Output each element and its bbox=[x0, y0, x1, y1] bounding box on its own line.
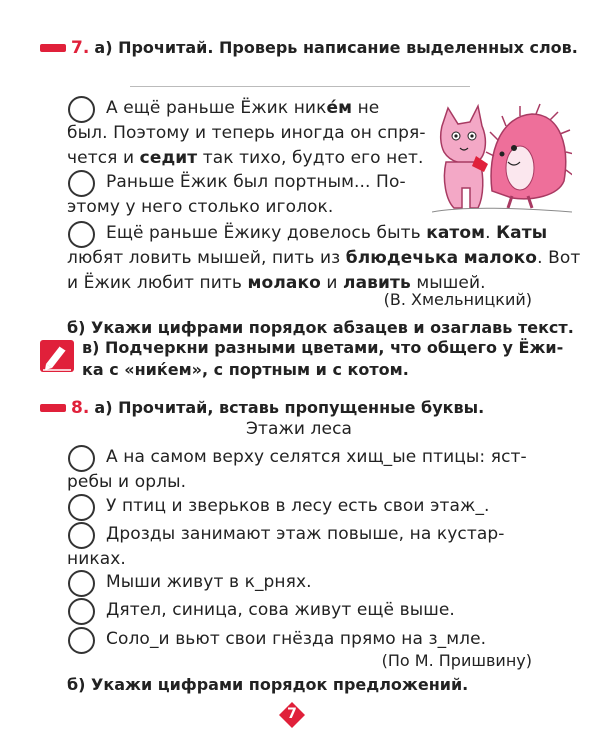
task-8-header bbox=[71, 398, 484, 418]
text-line: Дятел, синица, сова живут ещё выше. bbox=[106, 600, 455, 620]
hedgehog-icon bbox=[486, 104, 572, 208]
text-line: Ещё раньше Ёжику довелось быть катом. Каты bbox=[106, 223, 548, 243]
answer-circle[interactable] bbox=[68, 96, 95, 123]
page-number: 7 bbox=[287, 706, 297, 722]
text-line: был. Поэтому и теперь иногда он спря- bbox=[67, 123, 426, 143]
task-7-prompt-v: в) Подчеркни разными цветами, что общего у Ёжи- bbox=[82, 338, 564, 357]
text-line: А ещё раньше Ёжик нике́м не bbox=[106, 98, 380, 118]
task-7-prompt-b: б) Укажи цифрами порядок абзацев и озаглавь текст. bbox=[67, 318, 574, 337]
answer-circle[interactable] bbox=[68, 221, 95, 248]
text-line: А на самом верху селятся хищ_ые птицы: яст- bbox=[106, 447, 527, 467]
text-line: и Ёжик любит пить молако и лавить мышей. bbox=[67, 273, 486, 293]
text-line: чется и седит так тихо, будто его нет. bbox=[67, 148, 424, 168]
divider-line bbox=[130, 86, 470, 87]
text-line: никах. bbox=[67, 549, 126, 569]
text-line: любят ловить мышей, пить из блюдечька малоко. Вот bbox=[67, 248, 581, 268]
text-line: У птиц и зверьков в лесу есть свои этаж_. bbox=[106, 496, 490, 516]
task-prompt-a: а) Прочитай. Проверь написание выделенных слов. bbox=[94, 38, 578, 57]
text-line: Мыши живут в к_рнях. bbox=[106, 572, 312, 592]
task-number: 7. bbox=[71, 38, 90, 58]
cat-and-hedgehog-illustration bbox=[432, 96, 572, 216]
answer-circle[interactable] bbox=[68, 627, 95, 654]
text-line: этому у него столько иголок. bbox=[67, 197, 334, 217]
answer-circle[interactable] bbox=[68, 570, 95, 597]
text-title: Этажи леса bbox=[246, 419, 353, 439]
text-line: Дрозды занимают этаж повыше, на кустар- bbox=[106, 524, 505, 544]
text-line: ребы и орлы. bbox=[67, 472, 187, 492]
task-number: 8. bbox=[71, 398, 90, 418]
author: (В. Хмельницкий) bbox=[383, 290, 532, 309]
answer-circle[interactable] bbox=[68, 445, 95, 472]
text-line: Соло_и вьют свои гнёзда прямо на з_мле. bbox=[106, 629, 487, 649]
answer-circle[interactable] bbox=[68, 522, 95, 549]
text-line: Раньше Ёжик был портным... По- bbox=[106, 172, 406, 192]
task-7-prompt-v-cont: ка с «ниќем», с портным и с котом. bbox=[82, 360, 409, 379]
cat-icon bbox=[441, 106, 488, 208]
author: (По М. Пришвину) bbox=[381, 651, 532, 670]
task-8-prompt-b: б) Укажи цифрами порядок предложений. bbox=[67, 675, 469, 694]
answer-circle[interactable] bbox=[68, 494, 95, 521]
task-prompt-a: а) Прочитай, вставь пропущенные буквы. bbox=[94, 398, 485, 417]
pencil-icon bbox=[40, 340, 74, 372]
ground-line bbox=[432, 208, 572, 212]
page-number-badge bbox=[279, 702, 305, 728]
answer-circle[interactable] bbox=[68, 170, 95, 197]
task-7-header bbox=[71, 38, 578, 58]
task-marker bbox=[40, 404, 66, 412]
answer-circle[interactable] bbox=[68, 598, 95, 625]
task-marker bbox=[40, 44, 66, 52]
